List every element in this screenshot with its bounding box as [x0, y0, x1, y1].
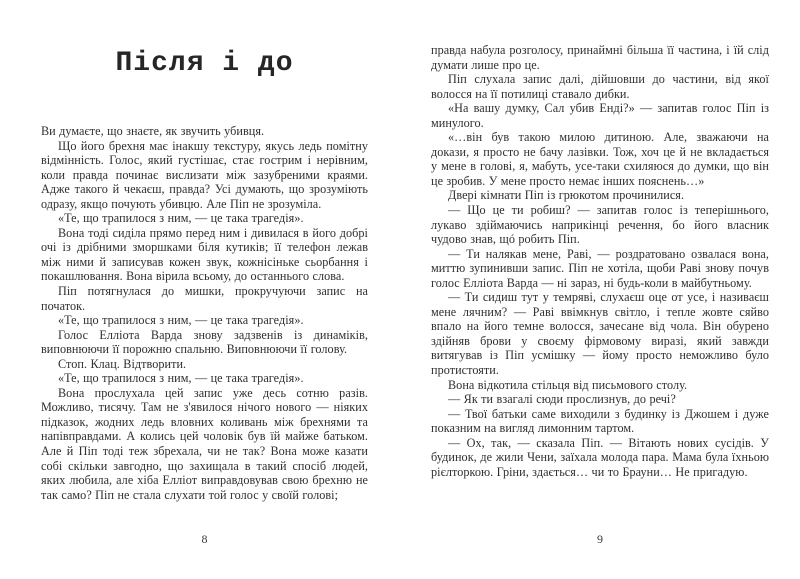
paragraph: — Ти сидиш тут у темряві, слухаєш оце от усе, і називаєш мене лячним? — Раві ввімкнув світло, і тепле жовте сяйво впало на його темне волосся, зачесане від чола. Він обурено здійняв брови у своєму фірмовому виразі, який завжди витягував із Піп усмішку — йому просто неможливо було протистояти. — [431, 290, 769, 378]
right-page — [431, 0, 769, 579]
paragraph: «…він був такою милою дитиною. Але, зважаючи на докази, я просто не бачу лазівки. Тож, хоч це й не вкладається у мене в голові, я, мабуть, усе-таки схиляюся до думки, що він це зробив. У мене просто немає інших пояснень…» — [431, 130, 769, 188]
paragraph: Голос Елліота Варда знову задзвенів із динаміків, виповнюючи її порожню спальню. Виповнюючи її голову. — [41, 327, 368, 357]
paragraph: Піп слухала запис далі, дійшовши до частини, від якої волосся на її потилиці ставало дибки. — [431, 72, 769, 101]
paragraph: Вона тоді сиділа прямо перед ним і дивилася в його добрі очі із дрібними зморшками біля кутиків; її телефон лежав між ними й записував кожен звук, кожнісіньке сьорбання і покашлювання. Вона вірила всьому, до останнього слова. — [41, 225, 368, 284]
paragraph: Піп потягнулася до мишки, прокручуючи запис на початок. — [41, 284, 368, 313]
page-number-right: 9 — [597, 532, 603, 546]
left-page — [41, 0, 368, 579]
paragraph: «На вашу думку, Сал убив Енді?» — запитав голос Піп із минулого. — [431, 101, 769, 130]
left-page-text — [41, 124, 368, 502]
paragraph: «Те, що трапилося з ним, — це така трагедія». — [58, 211, 304, 226]
paragraph: — Ти налякав мене, Раві, — роздратовано озвалася вона, миттю зупинивши запис. Піп не хотіла, щоби Раві знову почув голос Елліота Варда — ні зараз, ні будь-коли в майбутньому. — [431, 246, 769, 290]
paragraph: — Твої батьки саме виходили з будинку із Джошем і дуже показним на вигляд лимонним тартом. — [431, 406, 769, 436]
paragraph: — Ох, так, — сказала Піп. — Вітають нових сусідів. У будинок, де жили Чени, заїхала молода пара. Мама була їхньою рієлторкою. Гріни, здається… чи то Брауни… Не пригадую. — [431, 435, 769, 479]
paragraph: — Що це ти робиш? — запитав голос із теперішнього, лукаво здіймаючись наприкінці речення, бо його власник чудово знав, щó робить Піп. — [431, 203, 769, 247]
paragraph: — Як ти взагалі сюди прослизнув, до речі? — [448, 392, 676, 407]
paragraph: Вона прослухала цей запис уже десь сотню разів. Можливо, тисячу. Там не з'явилося нічого нового — ніяких підказок, жодних ледь вловних коливань між брехнями та напівправдами. А колись цей чоловік був їй майже батьком. Але й Піп тоді теж збрехала, чи не так? Вона може казати собі скільки завгодно, що захищала в такий спосіб людей, яких любила, але хіба Елліот виправдовував свою брехню не так само? Піп не стала слухати той голос у своїй голові; — [41, 385, 368, 502]
paragraph: Вона відкотила стільця від письмового столу. — [448, 377, 688, 392]
paragraph: Стоп. Клац. Відтворити. — [58, 356, 187, 371]
paragraph: Двері кімнати Піп із грюкотом прочинилися. — [448, 188, 685, 203]
paragraph: правда набула розголосу, принаймні більша її частина, і їй слід думати лише про це. — [431, 43, 769, 72]
paragraph: Ви думаєте, що знаєте, як звучить убивця. — [41, 124, 265, 138]
page-number-left: 8 — [201, 532, 208, 546]
paragraph: «Те, що трапилося з ним, — це така трагедія». — [58, 371, 304, 386]
paragraph: «Те, що трапилося з ним, — це така трагедія». — [58, 313, 304, 328]
right-page-text — [431, 43, 769, 479]
paragraph: Що його брехня має інакшу текстуру, якусь ледь помітну відмінність. Голос, який густішає, стає гострим і нерівним, коли правда починає вислизати між зазубреними краями. Адже такого й чекаєш, правда? Усі думають, що зрозуміють одразу, якщо почують убивцю. Але Піп не зрозуміла. — [41, 138, 368, 211]
chapter-title: Після і до — [115, 48, 294, 79]
